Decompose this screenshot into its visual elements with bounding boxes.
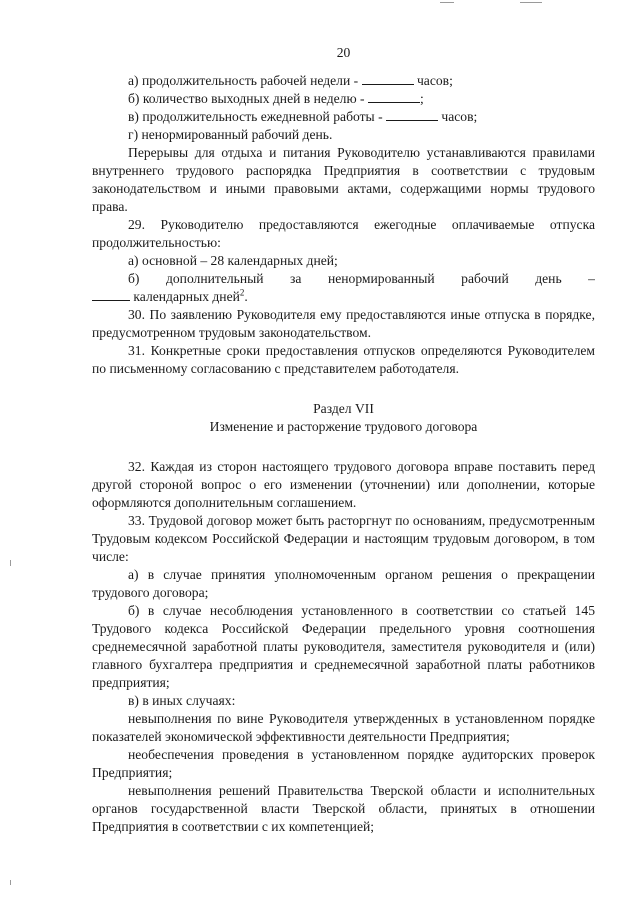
clause-32: 32. Каждая из сторон настоящего трудового договора вправе поставить перед другой стороной вопрос о его изменении (уточнении) или дополнении, которые оформляются дополнительным соглашением. (92, 459, 595, 510)
page-number: 20 (336, 45, 351, 60)
breaks-paragraph: Перерывы для отдыха и питания Руководителю устанавливаются правилами внутреннего трудового распорядка Предприятия в соответствии с трудовым законодательством и иными правовыми актами, содержащими нормы трудового права. (92, 145, 595, 214)
word: – (588, 271, 595, 286)
clause-31: 31. Конкретные сроки предоставления отпусков определяются Руководителем по письменному согласованию с представителем работодателя. (92, 343, 595, 376)
item-b-days-off (92, 90, 595, 108)
clause-29: 29. Руководителю предоставляются ежегодные оплачиваемые отпуска продолжительностью: (92, 217, 595, 250)
blank-line (92, 288, 130, 301)
word: б) (128, 271, 140, 286)
clause-29-b-line2 (92, 288, 595, 306)
item-b-suffix: ; (419, 91, 424, 106)
blank-line (386, 108, 438, 121)
item-g-irregular-day: г) ненормированный рабочий день. (128, 127, 333, 142)
word: за (290, 271, 302, 286)
clause-33-v2: необеспечения проведения в установленном порядке аудиторских проверок Предприятия; (92, 747, 595, 780)
blank-line (368, 90, 420, 103)
section-title: Раздел VII (313, 401, 374, 416)
item-v-suffix: часов; (438, 109, 478, 124)
word: день (535, 271, 562, 286)
item-a-text: а) продолжительность рабочей недели - (128, 73, 362, 88)
clause-29-b-line1 (92, 270, 595, 288)
clause-33: 33. Трудовой договор может быть расторгнут по основаниям, предусмотренным Трудовым кодексом Российской Федерации и настоящим трудовым договором, в том числе: (92, 513, 595, 564)
item-b-text: б) количество выходных дней в неделю - (128, 91, 368, 106)
scan-mark (10, 880, 11, 885)
blank-line (362, 72, 414, 85)
clause-33-v1: невыполнения по вине Руководителя утвержденных в установленном порядке показателей экономической эффективности деятельности Предприятия; (92, 711, 595, 744)
item-a-suffix: часов; (413, 73, 453, 88)
scan-mark (520, 2, 542, 3)
clause-29-a: а) основной – 28 календарных дней; (128, 253, 338, 268)
clause-30: 30. По заявлению Руководителя ему предоставляются иные отпуска в порядке, предусмотренном трудовым законодательством. (92, 307, 595, 340)
word: рабочий (461, 271, 509, 286)
scan-mark (10, 560, 11, 566)
item-v-text: в) продолжительность ежедневной работы - (128, 109, 386, 124)
clause-29-b-end: . (244, 289, 248, 304)
document-page (92, 44, 595, 836)
clause-33-v3: невыполнения решений Правительства Тверской области и исполнительных органов государственной власти Тверской области, принятых в отношении Предприятия в соответствии с их компетенцией; (92, 783, 595, 834)
section-subtitle: Изменение и расторжение трудового договора (209, 419, 478, 434)
clause-29-b-text: календарных дней (130, 289, 240, 304)
clause-33-v: в) в иных случаях: (128, 693, 236, 708)
item-v-daily-work (92, 108, 595, 126)
clause-33-a: а) в случае принятия уполномоченным органом решения о прекращении трудового договора; (92, 567, 595, 600)
word: дополнительный (165, 271, 264, 286)
clause-33-b: б) в случае несоблюдения установленного в соответствии со статьей 145 Трудового кодекса Российской Федерации предельного уровня соотношения среднемесячной заработной платы руководителя, заместителя руководителя и (или) главного бухгалтера предприятия и среднемесячной заработной платы работников предприятия; (92, 603, 595, 690)
footnote-marker: 2 (239, 287, 245, 298)
word: ненормированный (327, 271, 435, 286)
item-a-work-week (92, 72, 595, 90)
scan-mark (440, 2, 454, 3)
